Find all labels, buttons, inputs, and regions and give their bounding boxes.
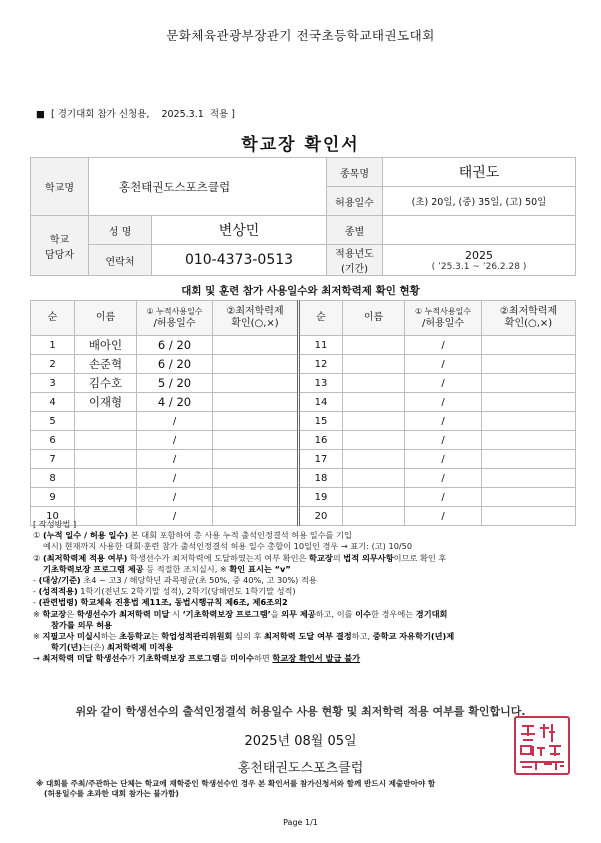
seal-graphic	[516, 718, 568, 773]
cell-days	[405, 469, 482, 488]
used-days: 5	[157, 376, 166, 390]
cell-no: 7	[31, 450, 75, 469]
cell-no: 10	[31, 507, 75, 526]
method-line-4: 기초학력보장 프로그램 제공 등 적절한 조치실시, ※ 확인 표시는 “v”	[43, 563, 291, 574]
days-separator: /	[441, 510, 445, 522]
contact-value: 010-4373-0513	[152, 245, 327, 276]
position-label: 종별	[327, 216, 383, 245]
cell-no: 3	[31, 374, 75, 393]
cell-name	[75, 469, 137, 488]
cell-check	[482, 336, 576, 355]
signature-club: 홍천태권도스포츠클럽	[237, 761, 364, 776]
col-min-line1: ②최저학력제	[226, 306, 284, 317]
col-name: 이름	[75, 301, 137, 336]
allowed-days: 20	[176, 338, 192, 352]
table-row	[31, 374, 576, 393]
cell-name	[343, 393, 405, 412]
cell-name	[343, 488, 405, 507]
days-separator: /	[441, 415, 445, 427]
year-label-line1: 적용년도	[335, 249, 374, 260]
cell-days	[405, 336, 482, 355]
table-row	[31, 393, 576, 412]
cell-check	[482, 393, 576, 412]
col-min-2	[482, 301, 576, 336]
col-min-2-line1: ②최저학력제	[499, 306, 558, 317]
cell-check	[213, 393, 299, 412]
cell-check	[482, 450, 576, 469]
table-row	[31, 450, 576, 469]
cell-name	[343, 336, 405, 355]
method-line-2: 예시) 현재까지 사용한 대회·훈련 참가 출석인정결석 허용 일수 총합이 10일인 경우 → 표기: (고) 10/50	[43, 541, 413, 552]
cell-name	[75, 488, 137, 507]
method-line-8: ※ 학교장은 학생선수가 최저학력 미달 시 ‘기초학력보장 프로그램’을 의무 제공하고, 이를 이수한 경우에는 경기대회	[33, 608, 448, 619]
cell-check	[213, 355, 299, 374]
cell-name	[75, 431, 137, 450]
sport-label: 종목명	[327, 158, 383, 187]
table-row	[31, 336, 576, 355]
days-separator: /	[441, 453, 445, 465]
cell-check	[482, 412, 576, 431]
cell-no: 14	[299, 393, 343, 412]
table-row	[31, 431, 576, 450]
year-cell	[383, 245, 576, 276]
staff-label	[31, 216, 89, 276]
cell-no: 5	[31, 412, 75, 431]
cell-no: 9	[31, 488, 75, 507]
cell-name	[75, 450, 137, 469]
cell-check	[482, 431, 576, 450]
cell-name	[343, 469, 405, 488]
cell-check	[213, 450, 299, 469]
table-row	[31, 469, 576, 488]
days-value: (초) 20일, (중) 35일, (고) 50일	[383, 187, 576, 216]
days-separator: /	[172, 491, 177, 503]
cell-check	[482, 469, 576, 488]
cell-no: 6	[31, 431, 75, 450]
cell-no: 18	[299, 469, 343, 488]
attendance-table	[30, 300, 576, 526]
days-separator: /	[172, 510, 177, 522]
year-label	[327, 245, 383, 276]
cell-check	[213, 374, 299, 393]
cell-no: 13	[299, 374, 343, 393]
cell-days	[137, 412, 213, 431]
signature-date: 2025년 08월 05일	[244, 734, 357, 749]
method-line-3: ② (최저학력제 적용 여부) 학생선수가 최저학력에 도달하였는지 여부 확인은 학교장의 법적 의무사항이므로 확인 후	[33, 552, 447, 563]
cell-no: 11	[299, 336, 343, 355]
days-separator: /	[441, 339, 445, 351]
cell-check	[213, 431, 299, 450]
footnote-line-1: ※ 대회를 주최/주관하는 단체는 학교에 재학중인 학생선수인 경우 본 확인서를 참가신청서와 함께 반드시 제출받아야 함	[36, 779, 436, 788]
event-title: 문화체육관광부장관기 전국초등학교태권도대회	[166, 28, 435, 43]
method-line-11: 학기(년)는(은) 최저학력제 미적용	[51, 642, 174, 653]
cell-check	[213, 336, 299, 355]
sport-value: 태권도	[383, 158, 576, 187]
cell-name	[343, 412, 405, 431]
cell-name	[343, 431, 405, 450]
cell-name	[343, 450, 405, 469]
col-no-2: 순	[299, 301, 343, 336]
cell-days	[137, 374, 213, 393]
days-separator: /	[441, 491, 445, 503]
instructions	[33, 519, 578, 665]
page-number: Page 1/1	[283, 818, 318, 827]
method-line-7: - (관련법령) 학교체육 진흥법 제11조, 동법시행규칙 제6조, 제6조의2	[33, 597, 288, 608]
footnote-line-2: (허용일수를 초과한 대회 참가는 불가함)	[44, 789, 179, 798]
used-days: 4	[157, 395, 166, 409]
staff-label-line1: 학교	[49, 234, 70, 246]
cell-check	[213, 488, 299, 507]
cell-name: 손준혁	[75, 355, 137, 374]
cell-days	[137, 393, 213, 412]
cell-no: 20	[299, 507, 343, 526]
col-days-line2: /허용일수	[153, 318, 196, 329]
col-no: 순	[31, 301, 75, 336]
cell-name: 김수호	[75, 374, 137, 393]
used-days: 6	[157, 338, 166, 352]
col-name-2: 이름	[343, 301, 405, 336]
table-row	[31, 355, 576, 374]
attendance-title: 대회 및 훈련 참가 사용일수와 최저학력제 확인 현황	[181, 285, 420, 297]
cell-no: 15	[299, 412, 343, 431]
staff-name: 변상민	[152, 216, 327, 245]
cell-name	[75, 412, 137, 431]
cell-days	[137, 355, 213, 374]
cell-days	[405, 374, 482, 393]
school-name: 홍천태권도스포츠클럽	[89, 158, 327, 216]
cell-check	[213, 469, 299, 488]
cell-no: 2	[31, 355, 75, 374]
cell-no: 16	[299, 431, 343, 450]
cell-name: 이재형	[75, 393, 137, 412]
form-reference: ■ [ 경기대회 참가 신청용, 2025.3.1 적용 ]	[36, 109, 235, 120]
year-period: ( ’25.3.1 ~ ’26.2.28 )	[431, 261, 527, 272]
allowed-days: 20	[176, 357, 192, 371]
days-separator: /	[172, 472, 177, 484]
allowed-days: 20	[176, 395, 192, 409]
cell-days	[405, 431, 482, 450]
allowed-days: 20	[176, 376, 192, 390]
cell-check	[482, 355, 576, 374]
official-seal	[514, 716, 570, 775]
col-days	[137, 301, 213, 336]
days-separator: /	[172, 415, 177, 427]
method-line-10: ※ 지필고사 미실시하는 초등학교는 학업성적관리위원회 심의 후 최저학력 도달 여부 결정하고, 중학교 자유학기(년)제	[33, 631, 455, 642]
col-min-2-line2: 확인(○,×)	[504, 318, 553, 329]
cell-check	[482, 488, 576, 507]
method-line-5: - (대상/기준) 초4 ~ 고3 / 해당학년 과목평균(초 50%, 중 40%, 고 30%) 적용	[33, 575, 317, 586]
method-line-1: ① (누적 일수 / 허용 일수) 본 대회 포함하여 총 사용 누적 출석인정결석 허용 일수를 기입	[33, 530, 352, 541]
school-label: 학교명	[31, 158, 89, 216]
days-separator: /	[172, 453, 177, 465]
method-line-9: 참가를 의무 허용	[51, 619, 113, 630]
days-separator: /	[165, 376, 177, 390]
cell-days	[137, 450, 213, 469]
footnote	[36, 779, 576, 799]
cell-no: 19	[299, 488, 343, 507]
days-separator: /	[165, 357, 177, 371]
col-min-line2: 확인(○,×)	[231, 318, 279, 329]
days-separator: /	[441, 396, 445, 408]
cell-days	[405, 488, 482, 507]
method-line-12: → 최저학력 미달 학생선수가 기초학력보장 프로그램을 미이수하면 학교장 확인서 발급 불가	[33, 653, 361, 664]
col-min	[213, 301, 299, 336]
name-label: 성 명	[89, 216, 152, 245]
cell-days	[137, 336, 213, 355]
days-separator: /	[441, 358, 445, 370]
cell-check	[482, 374, 576, 393]
cell-no: 12	[299, 355, 343, 374]
days-separator: /	[172, 434, 177, 446]
col-days-2-line2: /허용일수	[421, 318, 464, 329]
cell-no: 17	[299, 450, 343, 469]
cell-name	[343, 355, 405, 374]
cell-days	[137, 469, 213, 488]
table-row	[31, 412, 576, 431]
cell-no: 4	[31, 393, 75, 412]
cell-no: 8	[31, 469, 75, 488]
days-separator: /	[441, 434, 445, 446]
contact-label: 연락처	[89, 245, 152, 276]
col-days-2	[405, 301, 482, 336]
col-days-line1: ① 누적사용일수	[146, 307, 203, 316]
cell-days	[405, 412, 482, 431]
cell-name: 배아인	[75, 336, 137, 355]
staff-label-line2: 담당자	[45, 249, 74, 261]
document-title: 학교장 확인서	[241, 135, 360, 155]
col-days-2-line1: ① 누적사용일수	[414, 307, 472, 316]
confirmation-statement: 위와 같이 학생선수의 출석인정결석 허용일수 사용 현황 및 최저학력 적용 여부를 확인합니다.	[75, 705, 526, 718]
cell-days	[405, 355, 482, 374]
used-days: 6	[157, 357, 166, 371]
cell-check	[213, 412, 299, 431]
cell-days	[137, 431, 213, 450]
cell-name	[343, 374, 405, 393]
days-separator: /	[441, 377, 445, 389]
cell-no: 1	[31, 336, 75, 355]
method-title: [ 작성방법 ]	[33, 519, 77, 529]
days-separator: /	[165, 338, 177, 352]
table-row	[31, 488, 576, 507]
cell-days	[405, 450, 482, 469]
year-value: 2025	[465, 248, 493, 262]
position-value	[383, 216, 576, 245]
year-label-line2: (기간)	[340, 264, 369, 275]
cell-days	[405, 393, 482, 412]
days-label: 허용일수	[327, 187, 383, 216]
method-line-6: - (성적적용) 1학기(전년도 2학기말 성적), 2학기(당해연도 1학기말 성적)	[33, 586, 296, 597]
days-separator: /	[441, 472, 445, 484]
days-separator: /	[165, 395, 177, 409]
info-table	[30, 157, 576, 276]
cell-days	[137, 488, 213, 507]
